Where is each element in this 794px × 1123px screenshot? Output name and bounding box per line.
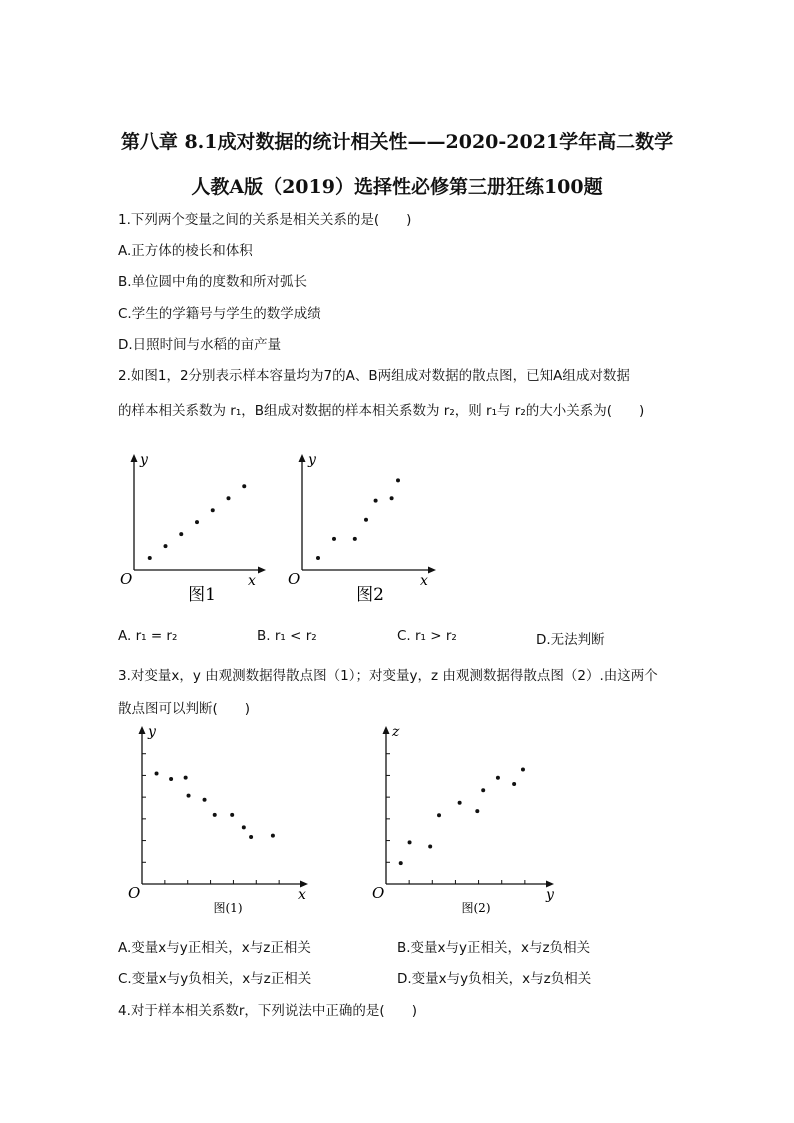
q2-option-d: D.无法判断 (536, 632, 605, 648)
q1-option-b: B.单位圆中角的度数和所对弧长 (118, 274, 308, 290)
scatter-point (227, 496, 231, 500)
scatter-point (242, 484, 246, 488)
scatter-point (353, 537, 357, 541)
figure-caption: 图1 (188, 585, 216, 605)
q2-option-b: B. r₁ < r₂ (257, 628, 317, 644)
scatter-point (458, 801, 462, 805)
q2-figure-1-scatter (118, 450, 278, 610)
x-axis-arrow (258, 567, 266, 574)
scatter-point (396, 478, 400, 482)
q3-figure-1-scatter (128, 722, 318, 922)
scatter-point (364, 518, 368, 522)
scatter-point (184, 776, 188, 780)
scatter-point (213, 813, 217, 817)
origin-label: O (288, 570, 301, 588)
scatter-point (374, 499, 378, 503)
y-axis-label: y (308, 452, 316, 468)
y-axis-label: y (148, 724, 156, 740)
q3-option-a: A.变量x与y正相关，x与z正相关 (118, 940, 311, 956)
x-axis-label: x (248, 573, 256, 589)
q4-stem: 4.对于样本相关系数r，下列说法中正确的是( ) (118, 1003, 417, 1019)
scatter-point (390, 496, 394, 500)
figure-caption: 图(1) (213, 901, 243, 915)
q2-option-c: C. r₁ > r₂ (397, 628, 457, 644)
q3-stem-line1: 3.对变量x，y 由观测数据得散点图（1）；对变量y，z 由观测数据得散点图（2）.由这两个 (118, 668, 658, 684)
scatter-point (428, 845, 432, 849)
q1-option-d: D.日照时间与水稻的亩产量 (118, 337, 282, 353)
x-axis-arrow (428, 567, 436, 574)
scatter-point (481, 788, 485, 792)
scatter-point (496, 776, 500, 780)
scatter-point (249, 835, 253, 839)
scatter-point (332, 537, 336, 541)
scatter-point (271, 834, 275, 838)
y-axis-arrow (131, 454, 138, 462)
scatter-point (475, 809, 479, 813)
q3-option-b: B.变量x与y正相关，x与z负相关 (397, 940, 591, 956)
scatter-point (437, 813, 441, 817)
q3-figure-2-scatter (372, 722, 562, 922)
scatter-point (230, 813, 234, 817)
q3-option-d: D.变量x与y负相关，x与z负相关 (397, 971, 592, 987)
scatter-point (242, 825, 246, 829)
q1-stem: 1.下列两个变量之间的关系是相关关系的是( ) (118, 212, 412, 228)
x-axis-label: x (420, 573, 428, 589)
scatter-point (195, 520, 199, 524)
x-axis-label: y (546, 887, 554, 903)
q2-stem-line1: 2.如图1，2分别表示样本容量均为7的A、B两组成对数据的散点图，已知A组成对数据 (118, 368, 630, 384)
y-axis-arrow (383, 726, 390, 734)
origin-label: O (372, 884, 385, 902)
q1-option-a: A.正方体的棱长和体积 (118, 243, 253, 259)
figure-caption: 图(2) (461, 901, 491, 915)
q3-option-c: C.变量x与y负相关，x与z正相关 (118, 971, 312, 987)
scatter-point (179, 532, 183, 536)
scatter-point (211, 508, 215, 512)
scatter-point (155, 771, 159, 775)
scatter-point (203, 798, 207, 802)
scatter-point (316, 556, 320, 560)
scatter-point (169, 777, 173, 781)
scatter-point (521, 767, 525, 771)
q2-stem-line2: 的样本相关系数为 r₁，B组成对数据的样本相关系数为 r₂，则 r₁与 r₂的大小关系为( ) (118, 403, 645, 419)
scatter-point (408, 840, 412, 844)
origin-label: O (120, 570, 133, 588)
document-title-line1: 第八章 8.1成对数据的统计相关性——2020-2021学年高二数学 (120, 131, 674, 153)
scatter-point (164, 544, 168, 548)
origin-label: O (128, 884, 141, 902)
y-axis-arrow (299, 454, 306, 462)
scatter-point (187, 794, 191, 798)
y-axis-label: y (140, 452, 148, 468)
q2-option-a: A. r₁ = r₂ (118, 628, 178, 644)
y-axis-label: z (392, 724, 400, 740)
q2-figure-2-scatter (286, 450, 446, 610)
document-title-line2: 人教A版（2019）选择性必修第三册狂练100题 (191, 176, 603, 198)
q3-stem-line2: 散点图可以判断( ) (118, 701, 251, 717)
figure-caption: 图2 (356, 585, 384, 605)
scatter-point (148, 556, 152, 560)
scatter-point (399, 861, 403, 865)
y-axis-arrow (139, 726, 146, 734)
scatter-point (512, 782, 516, 786)
x-axis-label: x (298, 887, 306, 903)
q1-option-c: C.学生的学籍号与学生的数学成绩 (118, 306, 321, 322)
